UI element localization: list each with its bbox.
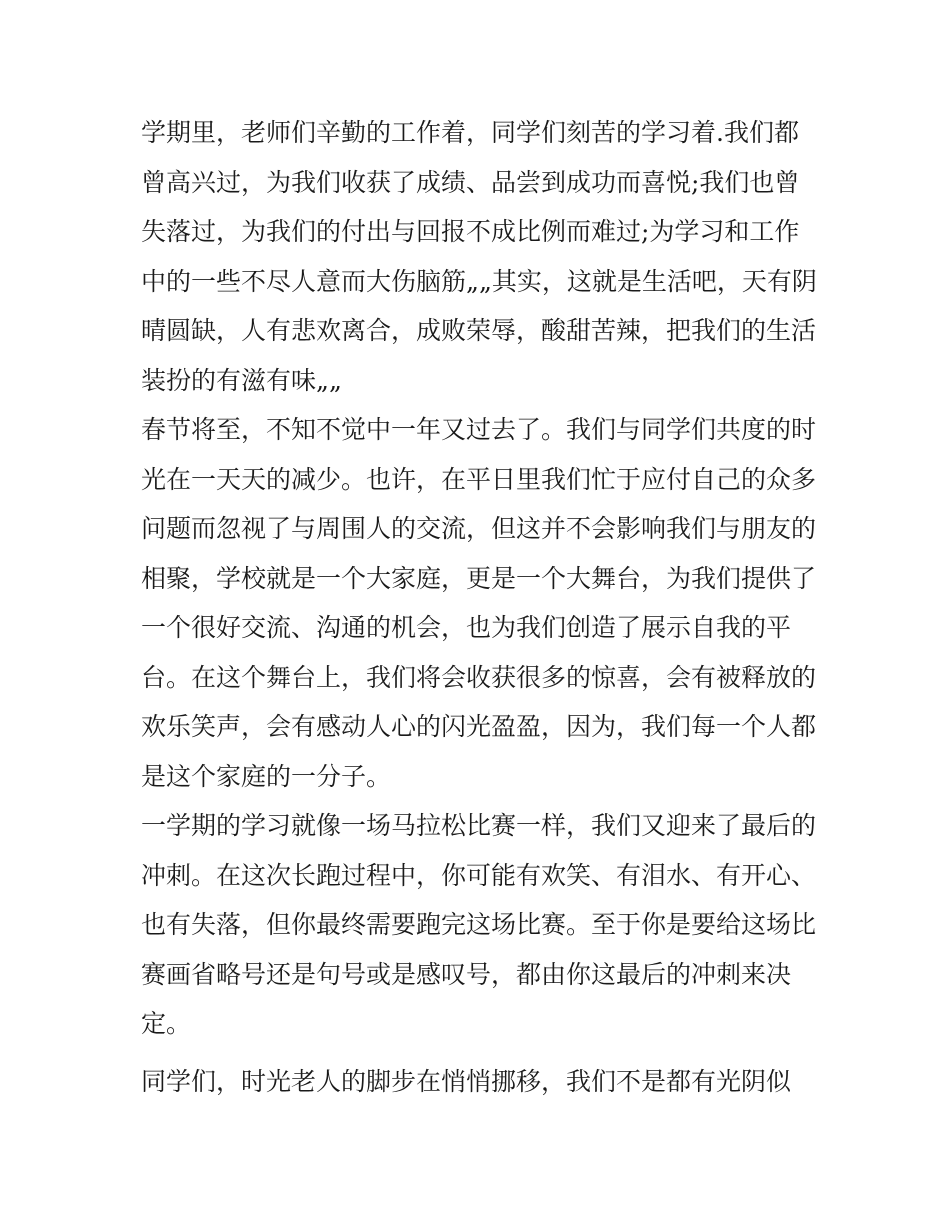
text-line: 春节将至，不知不觉中一年又过去了。我们与同学们共度的时 xyxy=(141,415,817,444)
text-line: 晴圆缺，人有悲欢离合，成败荣辱，酸甜苦辣，把我们的生活 xyxy=(141,316,817,345)
text-line: 一学期的学习就像一场马拉松比赛一样，我们又迎来了最后的 xyxy=(141,811,817,840)
text-line: 冲刺。在这次长跑过程中，你可能有欢笑、有泪水、有开心、 xyxy=(141,860,817,890)
text-line: 问题而忽视了与周围人的交流，但这并不会影响我们与朋友的 xyxy=(141,514,817,543)
text-line: 赛画省略号还是句号或是感叹号，都由你这最后的冲刺来决 xyxy=(141,959,792,989)
text-line: 台。在这个舞台上，我们将会收获很多的惊喜，会有被释放的 xyxy=(141,662,817,692)
text-line: 失落过，为我们的付出与回报不成比例而难过;为学习和工作 xyxy=(141,217,800,246)
text-line: 中的一些不尽人意而大伤脑筋„„其实，这就是生活吧，天有阴 xyxy=(141,266,817,296)
paragraph xyxy=(141,108,821,405)
text-line: 一个很好交流、沟通的机会，也为我们创造了展示自我的平 xyxy=(141,613,792,642)
text-line: 欢乐笑声，会有感动人心的闪光盈盈，因为，我们每一个人都 xyxy=(141,712,817,741)
text-line: 光在一天天的减少。也许，在平日里我们忙于应付自己的众多 xyxy=(141,464,817,494)
text-line: 也有失落，但你最终需要跑完这场比赛。至于你是要给这场比 xyxy=(141,910,817,939)
paragraph xyxy=(141,405,821,801)
paragraph xyxy=(141,1057,821,1107)
text-line: 曾高兴过，为我们收获了成绩、品尝到成功而喜悦;我们也曾 xyxy=(141,167,800,197)
text-line: 定。 xyxy=(141,1009,192,1038)
text-line: 学期里，老师们辛勤的工作着，同学们刻苦的学习着.我们都 xyxy=(141,118,799,147)
paragraph xyxy=(141,801,821,1049)
text-line: 同学们，时光老人的脚步在悄悄挪移，我们不是都有光阴似 xyxy=(141,1066,792,1096)
text-line: 是这个家庭的一分子。 xyxy=(141,761,392,791)
text-line: 相聚，学校就是一个大家庭，更是一个大舞台，为我们提供了 xyxy=(141,563,817,593)
body-text xyxy=(141,108,821,1106)
text-line: 装扮的有滋有味„„ xyxy=(141,365,342,395)
